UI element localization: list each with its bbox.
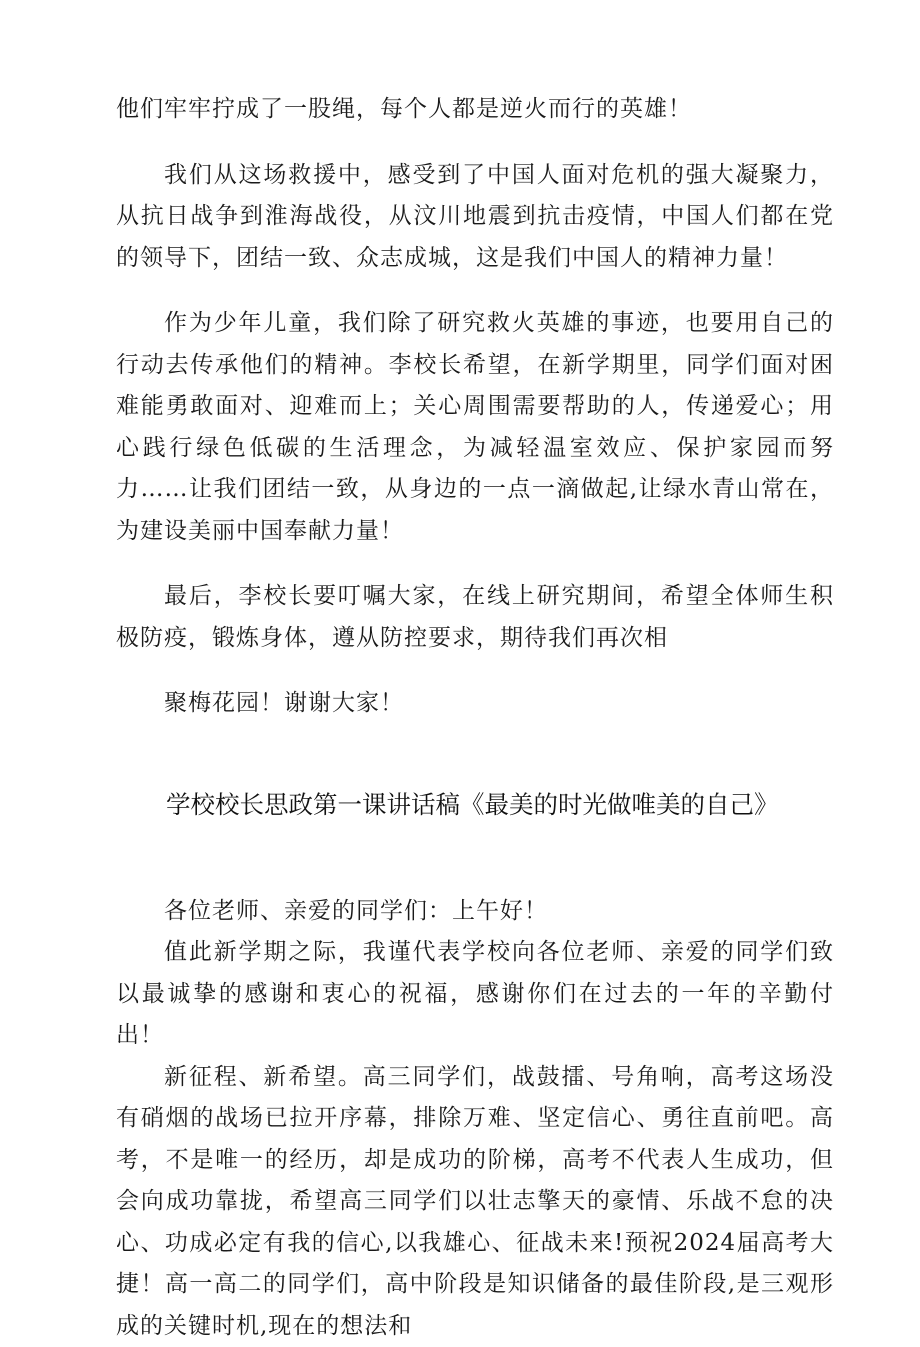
paragraph-continuation: 他们牢牢拧成了一股绳，每个人都是逆火而行的英雄！ — [116, 89, 834, 131]
paragraph-closing-reminder: 最后，李校长要叮嘱大家，在线上研究期间，希望全体师生积极防疫，锻炼身体，遵从防控要求，期待我们再次相 — [116, 576, 834, 659]
paragraph-student-actions: 作为少年儿童，我们除了研究救火英雄的事迹，也要用自己的行动去传承他们的精神。李校长希望，在新学期里，同学们面对困难能勇敢面对、迎难而上；关心周围需要帮助的人，传递爱心；用心践行绿色低碳的生活理念，为减轻温室效应、保护家园而努力……让我们团结一致，从身边的一点一滴做起,让绿水青山常在，为建设美丽中国奉献力量！ — [116, 303, 834, 552]
paragraph-closing-thanks: 聚梅花园！谢谢大家！ — [116, 683, 834, 725]
document-body — [116, 89, 834, 1347]
paragraph-national-spirit: 我们从这场救援中，感受到了中国人面对危机的强大凝聚力，从抗日战争到淮海战役，从汶川地震到抗击疫情，中国人们都在党的领导下，团结一致、众志成城，这是我们中国人的精神力量！ — [116, 155, 834, 280]
speech-salutation: 各位老师、亲爱的同学们：上午好！ — [116, 891, 834, 933]
speech-title: 学校校长思政第一课讲话稿《最美的时光做唯美的自己》 — [116, 787, 834, 823]
paragraph-new-semester-greeting: 值此新学期之际，我谨代表学校向各位老师、亲爱的同学们致以最诚挚的感谢和衷心的祝福，感谢你们在过去的一年的辛勤付出！ — [116, 932, 834, 1057]
paragraph-new-journey: 新征程、新希望。高三同学们，战鼓擂、号角响，高考这场没有硝烟的战场已拉开序幕，排除万难、坚定信心、勇往直前吧。高考，不是唯一的经历，却是成功的阶梯，高考不代表人生成功，但会向成功靠拢，希望高三同学们以壮志擎天的豪情、乐战不怠的决心、功成必定有我的信心,以我雄心、征战未来!预祝2024届高考大捷！高一高二的同学们，高中阶段是知识储备的最佳阶段,是三观形成的关键时机,现在的想法和 — [116, 1057, 834, 1347]
